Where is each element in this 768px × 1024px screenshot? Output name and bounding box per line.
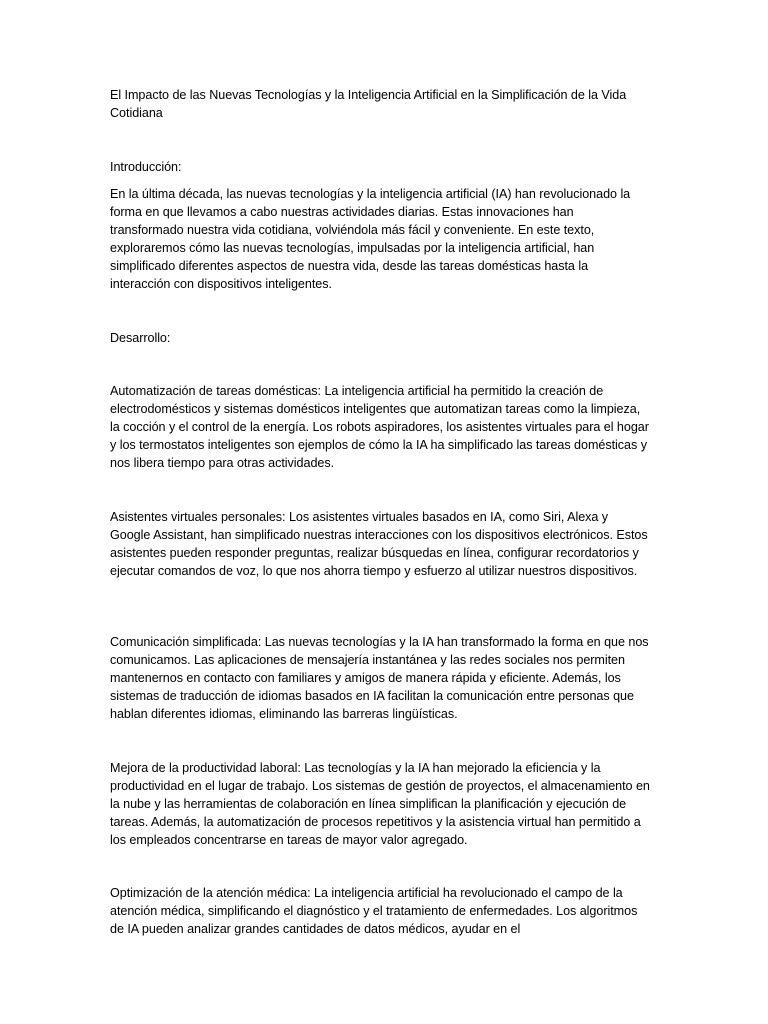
paragraph-household-automation: Automatización de tareas domésticas: La inteligencia artificial ha permitido la creación de electrodomésticos y sistemas domésticos inteligentes que automatizan tareas como la limpieza, la cocción y el control de la energía. Los robots aspiradores, los asistentes virtuales para el hogar y los termostatos inteligentes son ejemplos de cómo la IA ha simplificado las tareas domésticas y nos libera tiempo para otras actividades. bbox=[110, 384, 649, 471]
development-heading: Desarrollo: bbox=[110, 331, 171, 345]
document-title: El Impacto de las Nuevas Tecnologías y la Inteligencia Artificial en la Simplificación de la Vida Cotidiana bbox=[110, 88, 627, 121]
paragraph-healthcare: Optimización de la atención médica: La inteligencia artificial ha revolucionado el campo de la atención médica, simplificando el diagnóstico y el tratamiento de enfermedades. Los algoritmos de IA pueden analizar grandes cantidades de datos médicos, ayudar en el bbox=[110, 886, 638, 937]
paragraph-communication: Comunicación simplificada: Las nuevas tecnologías y la IA han transformado la forma en que nos comunicamos. Las aplicaciones de mensajería instantánea y las redes sociales nos permiten mantenernos en contacto con familiares y amigos de manera rápida y eficiente. Además, los sistemas de traducción de idiomas basados en IA facilitan la comunicación entre personas que hablan diferentes idiomas, eliminando las barreras lingüísticas. bbox=[110, 635, 649, 722]
introduction-paragraph: En la última década, las nuevas tecnologías y la inteligencia artificial (IA) han revolucionado la forma en que llevamos a cabo nuestras actividades diarias. Estas innovaciones han transformado nuestra vida cotidiana, volviéndola más fácil y conveniente. En este texto, exploraremos cómo las nuevas tecnologías, impulsadas por la inteligencia artificial, han simplificado diferentes aspectos de nuestra vida, desde las tareas domésticas hasta la interacción con dispositivos inteligentes. bbox=[110, 187, 631, 292]
paragraph-virtual-assistants: Asistentes virtuales personales: Los asistentes virtuales basados en IA, como Siri, Alexa y Google Assistant, han simplificado nuestras interacciones con los dispositivos electrónicos. Estos asistentes pueden responder preguntas, realizar búsquedas en línea, configurar recordatorios y ejecutar comandos de voz, lo que nos ahorra tiempo y esfuerzo al utilizar nuestros dispositivos. bbox=[110, 510, 648, 579]
paragraph-productivity: Mejora de la productividad laboral: Las tecnologías y la IA han mejorado la eficiencia y la productividad en el lugar de trabajo. Los sistemas de gestión de proyectos, el almacenamiento en la nube y las herramientas de colaboración en línea simplifican la planificación y ejecución de tareas. Además, la automatización de procesos repetitivos y la asistencia virtual han permitido a los empleados concentrarse en tareas de mayor valor agregado. bbox=[110, 761, 650, 848]
introduction-heading: Introducción: bbox=[110, 160, 182, 174]
